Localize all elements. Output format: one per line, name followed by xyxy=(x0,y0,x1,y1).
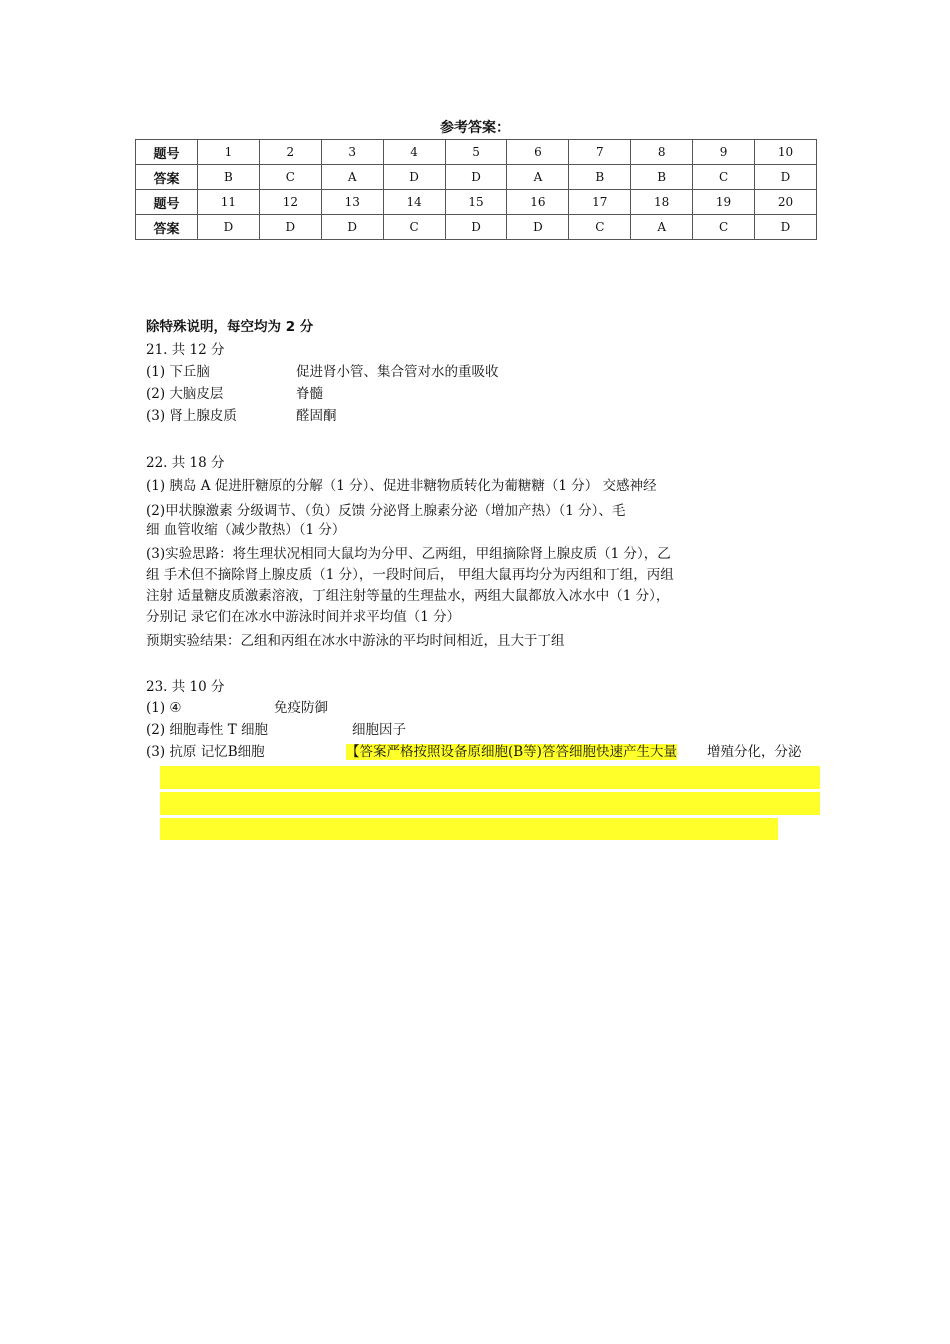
row-header: 答案 xyxy=(136,165,198,190)
table-cell: A xyxy=(631,215,693,240)
table-cell: 6 xyxy=(507,140,569,165)
table-cell: 3 xyxy=(321,140,383,165)
q23-answer-2: (2) 细胞毒性 T 细胞 细胞因子 xyxy=(146,722,406,738)
row-header: 答案 xyxy=(136,215,198,240)
q22-line-6: 注射 适量糖皮质激素溶液，丁组注射等量的生理盐水，两组大鼠都放入冰水中（1 分）， xyxy=(146,588,670,604)
q23-heading: 23. 共 10 分 xyxy=(146,679,225,695)
table-cell: 14 xyxy=(383,190,445,215)
table-cell: 11 xyxy=(198,190,260,215)
table-cell: D xyxy=(507,215,569,240)
answer-key-title: 参考答案： xyxy=(440,120,510,136)
table-row xyxy=(136,215,817,240)
table-cell: 19 xyxy=(693,190,755,215)
table-cell: D xyxy=(259,215,321,240)
table-cell: 15 xyxy=(445,190,507,215)
table-row xyxy=(136,190,817,215)
highlight-band xyxy=(160,792,820,815)
table-cell: 16 xyxy=(507,190,569,215)
table-row xyxy=(136,140,817,165)
q21-answer-3: (3) 肾上腺皮质 醛固酮 xyxy=(146,408,337,424)
q22-line-5: 组 手术但不摘除肾上腺皮质（1 分），一段时间后， 甲组大鼠再均分为丙组和丁组，丙组 xyxy=(146,567,674,583)
table-cell: 20 xyxy=(755,190,817,215)
table-cell: C xyxy=(569,215,631,240)
table-cell: 17 xyxy=(569,190,631,215)
q22-line-8: 预期实验结果：乙组和丙组在冰水中游泳的平均时间相近，且大于丁组 xyxy=(146,633,565,649)
q21-heading: 21. 共 12 分 xyxy=(146,342,225,358)
table-cell: 1 xyxy=(198,140,260,165)
q22-heading: 22. 共 18 分 xyxy=(146,455,225,471)
answer-table xyxy=(135,139,817,240)
row-header: 题号 xyxy=(136,190,198,215)
table-cell: B xyxy=(198,165,260,190)
q22-line-2: (2)甲状腺激素 分级调节、（负）反馈 分泌肾上腺素分泌（增加产热）（1 分）、毛 xyxy=(146,503,626,519)
table-cell: B xyxy=(569,165,631,190)
q22-line-3: 细 血管收缩（减少散热）（1 分） xyxy=(146,522,346,538)
table-cell: B xyxy=(631,165,693,190)
table-cell: D xyxy=(445,215,507,240)
q21-answer-2: (2) 大脑皮层 脊髓 xyxy=(146,386,323,402)
table-cell: D xyxy=(383,165,445,190)
table-cell: 9 xyxy=(693,140,755,165)
q23-answer-3: (3) 抗原 记忆B细胞 【答案严格按照设备原细胞(B等)答答细胞快速产生大量 增殖分化，分泌 xyxy=(146,744,802,760)
table-cell: 7 xyxy=(569,140,631,165)
table-cell: 4 xyxy=(383,140,445,165)
table-cell: 13 xyxy=(321,190,383,215)
table-cell: 18 xyxy=(631,190,693,215)
table-cell: D xyxy=(198,215,260,240)
q21-answer-1: (1) 下丘脑 促进肾小管、集合管对水的重吸收 xyxy=(146,364,499,380)
table-cell: 12 xyxy=(259,190,321,215)
table-cell: D xyxy=(445,165,507,190)
q23-answer-1: (1) ④ 免疫防御 xyxy=(146,700,328,716)
q22-line-7: 分别记 录它们在冰水中游泳时间并求平均值（1 分） xyxy=(146,609,461,625)
q22-line-1: (1) 胰岛 A 促进肝糖原的分解（1 分）、促进非糖物质转化为葡糖糖（1 分） 交感神经 xyxy=(146,478,657,494)
row-header: 题号 xyxy=(136,140,198,165)
table-cell: C xyxy=(259,165,321,190)
table-cell: 2 xyxy=(259,140,321,165)
table-cell: D xyxy=(755,165,817,190)
scoring-note: 除特殊说明，每空均为 2 分 xyxy=(146,319,314,335)
table-cell: C xyxy=(693,165,755,190)
table-cell: C xyxy=(693,215,755,240)
q22-line-4: (3)实验思路：将生理状况相同大鼠均为分甲、乙两组，甲组摘除肾上腺皮质（1 分），乙 xyxy=(146,546,671,562)
table-cell: D xyxy=(755,215,817,240)
table-cell: 5 xyxy=(445,140,507,165)
table-row xyxy=(136,165,817,190)
table-cell: D xyxy=(321,215,383,240)
table-cell: 8 xyxy=(631,140,693,165)
table-cell: C xyxy=(383,215,445,240)
table-cell: A xyxy=(507,165,569,190)
table-cell: A xyxy=(321,165,383,190)
highlight-band xyxy=(160,818,778,840)
highlighted-text: 【答案严格按照设备原细胞(B等)答答细胞快速产生大量 xyxy=(346,744,677,760)
highlight-band xyxy=(160,766,820,789)
table-cell: 10 xyxy=(755,140,817,165)
